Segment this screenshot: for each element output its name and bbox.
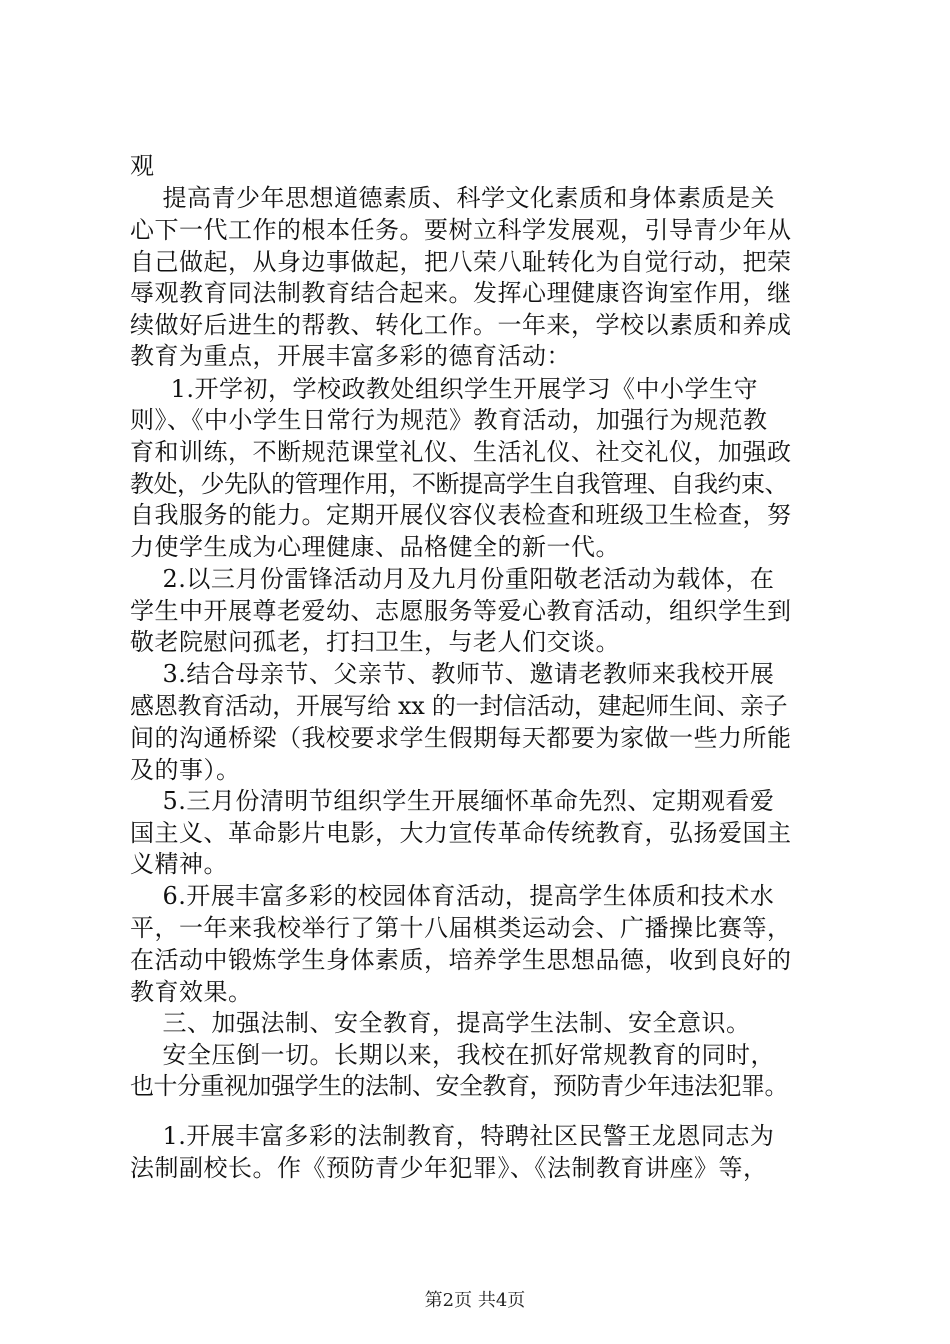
body-line: 提高青少年思想道德素质、科学文化素质和身体素质是关	[130, 184, 776, 213]
body-line: 安全压倒一切。长期以来，我校在抓好常规教育的同时，	[130, 1040, 776, 1069]
body-line: 在活动中锻炼学生身体素质，培养学生思想品德，收到良好的	[130, 945, 792, 974]
page-number-footer: 第2页 共4页	[424, 1290, 526, 1311]
body-line: 也十分重视加强学生的法制、安全教育，预防青少年违法犯罪。	[130, 1072, 788, 1101]
body-line: 教育效果。	[130, 977, 253, 1006]
body-line: 1.开学初，学校政教处组织学生开展学习《中小学生守	[130, 374, 759, 403]
body-line: 观	[130, 152, 155, 180]
section-heading: 三、加强法制、安全教育，提高学生法制、安全意识。	[130, 1009, 751, 1038]
body-line: 国主义、革命影片电影，大力宣传革命传统教育，弘扬爱国主	[130, 818, 792, 847]
body-line: 6.开展丰富多彩的校园体育活动，提高学生体质和技术水	[130, 881, 775, 910]
body-line: 自我服务的能力。定期开展仪容仪表检查和班级卫生检查，努	[130, 501, 792, 530]
body-line: 3.结合母亲节、父亲节、教师节、邀请老教师来我校开展	[130, 659, 775, 688]
body-line: 辱观教育同法制教育结合起来。发挥心理健康咨询室作用，继	[130, 279, 792, 308]
body-line: 2.以三月份雷锋活动月及九月份重阳敬老活动为载体，在	[130, 565, 775, 594]
body-line: 及的事）。	[130, 755, 241, 784]
body-line: 5.三月份清明节组织学生开展缅怀革命先烈、定期观看爱	[130, 787, 775, 816]
body-line: 则》、《中小学生日常行为规范》教育活动，加强行为规范教	[130, 406, 768, 435]
body-line: 感恩教育活动，开展写给 xx 的一封信活动，建起师生间、亲子	[130, 691, 788, 720]
body-line: 教处，少先队的管理作用，不断提高学生自我管理、自我约束、	[130, 469, 788, 498]
body-line: 自己做起，从身边事做起，把八荣八耻转化为自觉行动，把荣	[130, 247, 792, 276]
body-line: 间的沟通桥梁（我校要求学生假期每天都要为家做一些力所能	[130, 724, 792, 753]
body-line: 平，一年来我校举行了第十八届棋类运动会、广播操比赛等，	[130, 914, 792, 943]
body-line: 敬老院慰问孤老，打扫卫生，与老人们交谈。	[130, 628, 620, 657]
body-line: 法制副校长。作《预防青少年犯罪》、《法制教育讲座》等，	[130, 1153, 768, 1182]
body-line: 教育为重点，开展丰富多彩的德育活动：	[130, 342, 571, 371]
body-line: 心下一代工作的根本任务。要树立科学发展观，引导青少年从	[130, 216, 792, 245]
body-line: 力使学生成为心理健康、品格健全的新一代。	[130, 532, 620, 561]
body-line: 续做好后进生的帮教、转化工作。一年来，学校以素质和养成	[130, 310, 792, 339]
body-line: 1.开展丰富多彩的法制教育，特聘社区民警王龙恩同志为	[130, 1121, 775, 1150]
body-line: 义精神。	[130, 850, 228, 879]
body-line: 学生中开展尊老爱幼、志愿服务等爱心教育活动，组织学生到	[130, 596, 792, 625]
body-line: 育和训练，不断规范课堂礼仪、生活礼仪、社交礼仪，加强政	[130, 438, 792, 466]
